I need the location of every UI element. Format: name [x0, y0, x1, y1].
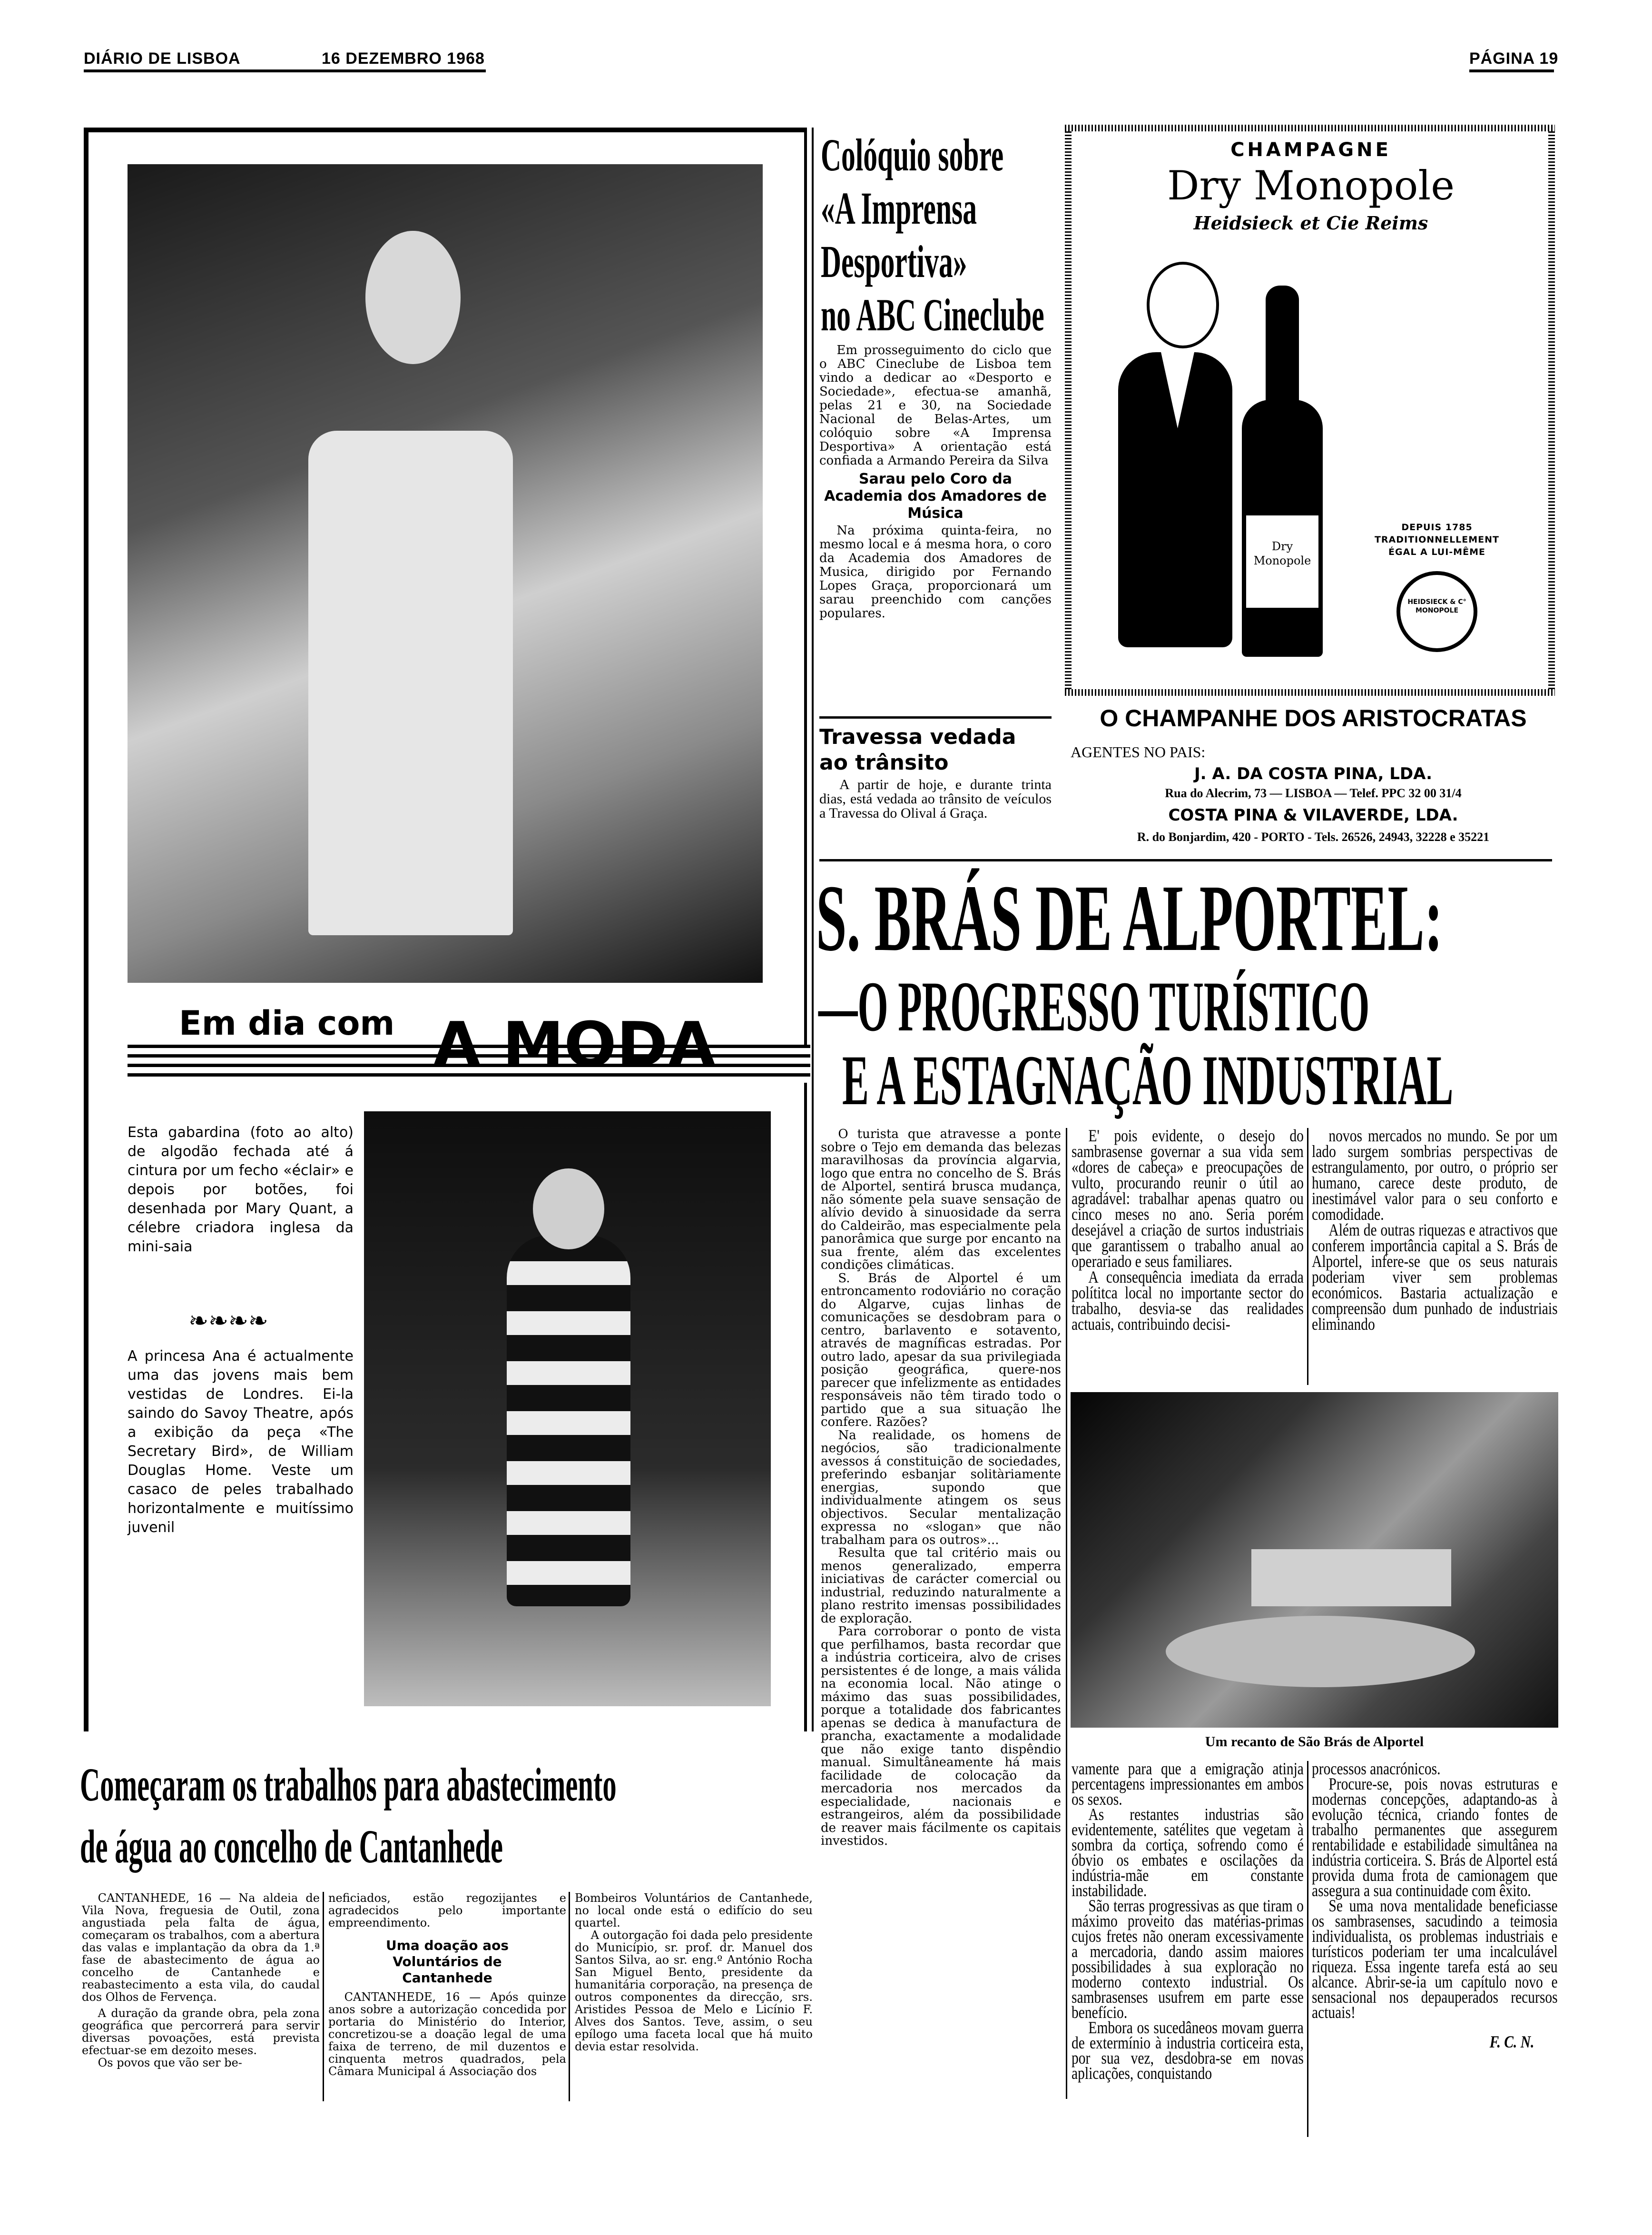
sbras-column-2-bottom [1072, 1761, 1304, 2081]
caption-gabardine: Esta gabardina (foto ao alto) de algodão fechada até á cintura por um fecho «éclair» e depois por botões, foi desenhada por Mary Quant, a célebre criadora inglesa da mini-saia [128, 1124, 354, 1255]
sbras-column-2-top [1072, 1128, 1304, 1332]
paragraph: E' pois evidente, o desejo do sambrasense governar a sua vida sem «dores de cabeça» e preocupações de vulto, procurando reunir o útil ao agradável: trabalhar apenas quatro ou cinco meses no ano. Seria porém desejável a criação de surtos industriais que garantissem o trabalho anual ao operariado e seus familiares. [1072, 1126, 1304, 1271]
masthead-underline [84, 69, 486, 72]
coloquio-headline-line: Colóquio sobre [821, 129, 1004, 180]
advert-slogan: O CHAMPANHE DOS ARISTOCRATAS [1100, 705, 1527, 732]
sbras-column-1 [821, 1128, 1061, 1848]
coloquio-headline-line: «A Imprensa [821, 183, 977, 234]
sbras-headline-1: S. BRÁS DE ALPORTEL: [816, 866, 1443, 971]
sbras-headline-3: E A ESTAGNAÇÃO INDUSTRIAL [842, 1041, 1454, 1120]
cantanhede-column-2-body: CANTANHEDE, 16 — Após quinze anos sobre a autorização concedida por portaria do Ministério do Interior, concretizou-se a doação legal de uma faixa de terreno, de mil duzentos e cinquenta metros quadrados, pela Câmara Municipal á Associação dos [328, 1990, 566, 2078]
newspaper-name: DIÁRIO DE LISBOA [84, 49, 241, 68]
advert-brand: Dry Monopole [1167, 162, 1455, 209]
butler-illustration [1090, 262, 1232, 652]
paragraph: Embora os sucedâneos movam guerra de extermínio à industria corticeira esta, por sua vez, desdobra-se em novas aplicações, conquistando [1072, 2018, 1304, 2083]
bottle-label: Dry Monopole [1245, 514, 1320, 609]
coloquio-headline-line: no ABC Cineclube [821, 289, 1044, 340]
paragraph: A outorgação foi dada pelo presidente do Município, sr. prof. dr. Manuel dos Santos Silva, ao sr. eng.º António Rocha San Miguel Bento, presidente da humanitária corporação, na presença de outros componentes da direcção, srs. Aristides Pessoa de Melo e Licínio F. Alves dos Santos. Teve, assim, o seu epílogo uma faceta local que há muito devia estar resolvida. [575, 1928, 813, 2053]
agents-label: AGENTES NO PAIS: [1071, 743, 1206, 761]
paragraph: Na realidade, os homens de negócios, são tradicionalmente avessos á constituição de sociedades, preferindo esbanjar solitàriamente energias, supondo que individualmente atingem os seus objectivos. Secular mentalização expressa no «slogan» que não trabalham para os outros»... [821, 1428, 1061, 1547]
butler-head [1147, 262, 1219, 348]
photo-princess-ana [364, 1111, 771, 1706]
author-signature: F. C. N. [1489, 2032, 1534, 2051]
paragraph: CANTANHEDE, 16 — Na aldeia de Vila Nova, freguesia de Outil, zona angustiada pela falta de água, começaram os trabalhos, com a abertura das valas e implantação da obra da 1.ª fase de abastecimento de água ao concelho de Cantanhede e reabastecimento a esta vila, do caudal dos Olhos de Fervença. [82, 1891, 320, 2004]
cantanhede-column-2-top: neficiados, estão regozijantes e agradecidos pelo importante empreendimento. [328, 1891, 566, 1929]
sbras-headline-2: —O PROGRESSO TURÍSTICO [818, 967, 1370, 1046]
tagline-line: DEPUIS 1785 [1401, 522, 1473, 533]
paragraph: Se uma nova mentalidade beneficiasse os sambrasenses, sacudindo a teimosia individualista, os problemas industriais e turísticos poderiam ter uma incalculável riqueza. Essa ingente tarefa está ao seu alcance. Abrir-se-ia um capítulo novo e sensacional nos depauperados recursos actuais! [1312, 1896, 1558, 2022]
travessa-flow [819, 724, 1052, 821]
paragraph: Além de outras riquezas e atractivos que conferem importância capital a S. Brás de Alportel, infere-se que os seus naturais poderiam viver sem problemas económicos. Bastaria actualização e compreensão dum punhado de industriais eliminando [1312, 1220, 1558, 1334]
paragraph: A consequência imediata da errada polítitca local no importante sector do trabalho, desvia-se das realidades actuais, contribuindo decisi- [1072, 1267, 1304, 1334]
cantanhede-column-3 [575, 1892, 813, 2053]
sbras-column-3-top [1312, 1128, 1558, 1332]
column-divider [812, 128, 814, 1731]
paragraph: As restantes industrias são evidentemente, satélites que vegetam à sombra da cortiça, sofrendo como é óbvio os embates e oscilações da indústria-mãe em constante instabilidade. [1072, 1805, 1304, 1900]
sarau-subheadline: Sarau pelo Coro da Academia dos Amadores de Música [824, 471, 1047, 522]
advert-tagline [1351, 521, 1523, 558]
paragraph: A duração da grande obra, pela zona geográfica que percorrerá para servir diversas povoações, está prevista efectuar-se em dezoito meses. [82, 2007, 320, 2057]
travessa-body: A partir de hoje, e durante trinta dias, está vedada ao trânsito de veículos a Travessa do Olival á Graça. [819, 777, 1052, 821]
paragraph: Os povos que vão ser be- [98, 2056, 242, 2069]
paragraph: São terras progressivas as que tiram o máximo proveito das matérias-primas cujos fretes não oneram excessivamente a mercadoria, dando assim maiores possibilidades à sua exploração no moderno contexto industrial. Os sambrasenses usufrem em parte esse benefício. [1072, 1896, 1304, 2022]
coloquio-headline [821, 129, 1045, 342]
paragraph: Para corroborar o ponto de vista que perfilhamos, basta recordar que a indústria corticeira, alvo de crises persistentes é de longe, a mais válida na economia local. Não atinge o máximo das suas possibilidades, porque a totalidade dos fabricantes apenas se dedica à manufactura de prancha, exactamente a modalidade que não exige tanto dispêndio manual. Simultâneamente há mais facilidade de colocação da mercadoria nos mercados da especialidade, nacionais e estrangeiros, além da possibilidade de reaver mais fácilmente os capitais investidos. [821, 1624, 1061, 1848]
building-shape [1251, 1549, 1451, 1606]
decorative-flourish-icon: ❧❧❧❧ [188, 1307, 268, 1335]
section-rule [819, 716, 1052, 719]
cantanhede-column-2 [328, 1892, 566, 2077]
photo-caption: Um recanto de São Brás de Alportel [1205, 1734, 1424, 1750]
coloquio-headline-line: Desportiva» [821, 236, 967, 287]
coat-figure [308, 431, 513, 935]
page-number: PÁGINA 19 [1469, 49, 1559, 68]
doacao-subheadline: Uma doação aos Voluntários de Cantanhede [385, 1938, 509, 1986]
sarau-body: Na próxima quinta-feira, no mesmo local e á mesma hora, o coro da Academia dos Amadores de Musica, dirigido por Fernando Lopes Graça, proporcionará um sarau preenchido com canções populares. [819, 524, 1052, 621]
paragraph: vamente para que a emigração atinja percentagens impressionantes em ambos os sexos. [1072, 1759, 1304, 1809]
cantanhede-headline-1: Começaram os trabalhos para abastecimento [80, 1758, 617, 1811]
issue-date: 16 DEZEMBRO 1968 [322, 49, 485, 68]
sbras-column-3-bottom [1312, 1761, 1558, 2049]
coloquio-flow [819, 344, 1052, 621]
column-divider [1066, 1128, 1067, 2099]
advert-kicker: CHAMPAGNE [1230, 139, 1391, 161]
bottle-neck [1266, 286, 1299, 414]
paragraph: novos mercados no mundo. Se por um lado surgem sombrias perspectivas de estrangulamento, por outro, o próprio ser humano, carece deste produto, de inestimável valor para o seu conforto e comodidade. [1312, 1126, 1558, 1224]
agent-2-name: COSTA PINA & VILAVERDE, LDA. [1168, 806, 1458, 825]
paragraph: Bombeiros Voluntários de Cantanhede, no local onde está o edifício do seu quartel. [575, 1891, 813, 1929]
cantanhede-headline-2: de água ao concelho de Cantanhede [80, 1820, 503, 1873]
paragraph: processos anacrónicos. [1312, 1759, 1441, 1778]
agent-2-address: R. do Bonjardim, 420 - PORTO - Tels. 26526, 24943, 32228 e 35221 [1137, 830, 1490, 844]
princess-head [533, 1168, 604, 1249]
agent-1-address: Rua do Alecrim, 73 — LISBOA — Telef. PPC 32 00 31/4 [1165, 786, 1462, 800]
section-rule [819, 859, 1552, 861]
column-divider [569, 1892, 570, 2101]
cantanhede-column-1 [82, 1892, 320, 2069]
fashion-section-title-large: A MODA [433, 1009, 716, 1081]
garden-path [1166, 1616, 1475, 1687]
column-divider [323, 1892, 324, 2101]
caption-princess-ana: A princesa Ana é actualmente uma das jovens mais bem vestidas de Londres. Ei-la saindo do Savoy Theatre, após a exibição da peça «The Secretary Bird», de William Douglas Home. Veste um casaco de peles trabalhado horizontalmente e muitíssimo juvenil [128, 1348, 354, 1536]
paragraph: Resulta que tal critério mais ou menos generalizado, emperra iniciativas de carácter comercial ou industrial, reduzindo naturalmente a plano restrito imensas possibilidades de exploração. [821, 1546, 1061, 1626]
fashion-photo-gabardine [128, 164, 763, 983]
striped-fur-coat [507, 1235, 630, 1606]
column-divider [1307, 1128, 1308, 1385]
heidsieck-seal-icon: HEIDSIECK & C° MONOPOLE [1396, 571, 1477, 652]
coloquio-body: Em prosseguimento do ciclo que o ABC Cineclube de Lisboa tem vindo a dedicar ao «Desporto e Sociedade», efectua-se amanhã, pelas 21 e 30, na Sociedade Nacional de Belas-Artes, um colóquio sobre «A Imprensa Desportiva» A orientação está confiada a Armando Pereira da Silva [819, 343, 1052, 468]
fashion-section-title-small: Em dia com [179, 1004, 395, 1043]
page-number-underline [1469, 69, 1554, 72]
photo-sao-bras-recanto [1071, 1392, 1558, 1728]
champagne-bottle-illustration [1242, 286, 1328, 657]
column-divider [1307, 1761, 1308, 2137]
advert-maker: Heidsieck et Cie Reims [1193, 212, 1428, 234]
model-head [365, 231, 461, 364]
paragraph: O turista que atravesse a ponte sobre o Tejo em demanda das belezas maravilhosas da província algarvia, logo que entra no concelho de S. Brás de Alportel, sentirá brusca mudança, não sómente pela suave sensação de alívio devido à sinuosidade da serra do Caldeirão, mas especialmente pela panorâmica que surge por encanto na sua frente, além das excelentes condições climáticas. [821, 1127, 1061, 1272]
paragraph: S. Brás de Alportel é um entroncamento rodoviário no coração do Algarve, cujas linhas de comunicações se desdobram para o centro, barlavento e sotavento, através de magníficas estradas. Por outro lado, apesar da sua privilegiada posição geográfica, quere-nos parecer que infelizmente as entidades responsáveis não têm tirado todo o partido que a sua situação lhe confere. Razões? [821, 1271, 1061, 1429]
tagline-line: TRADITIONNELLEMENT [1374, 534, 1500, 545]
travessa-headline: Travessa vedada ao trânsito [819, 725, 1016, 775]
tagline-line: ÉGAL A LUI-MÊME [1388, 547, 1485, 557]
paragraph: Procure-se, pois novas estruturas e modernas concepções, adaptando-as à evolução técnica, criando fontes de trabalho permanentes que assegurem rentabilidade e estabilidade simultânea na indústria corticeira. S. Brás de Alportel está provida duma frota de camionagem que assegura a sua continuidade com êxito. [1312, 1774, 1558, 1900]
agent-1-name: J. A. DA COSTA PINA, LDA. [1194, 764, 1432, 783]
